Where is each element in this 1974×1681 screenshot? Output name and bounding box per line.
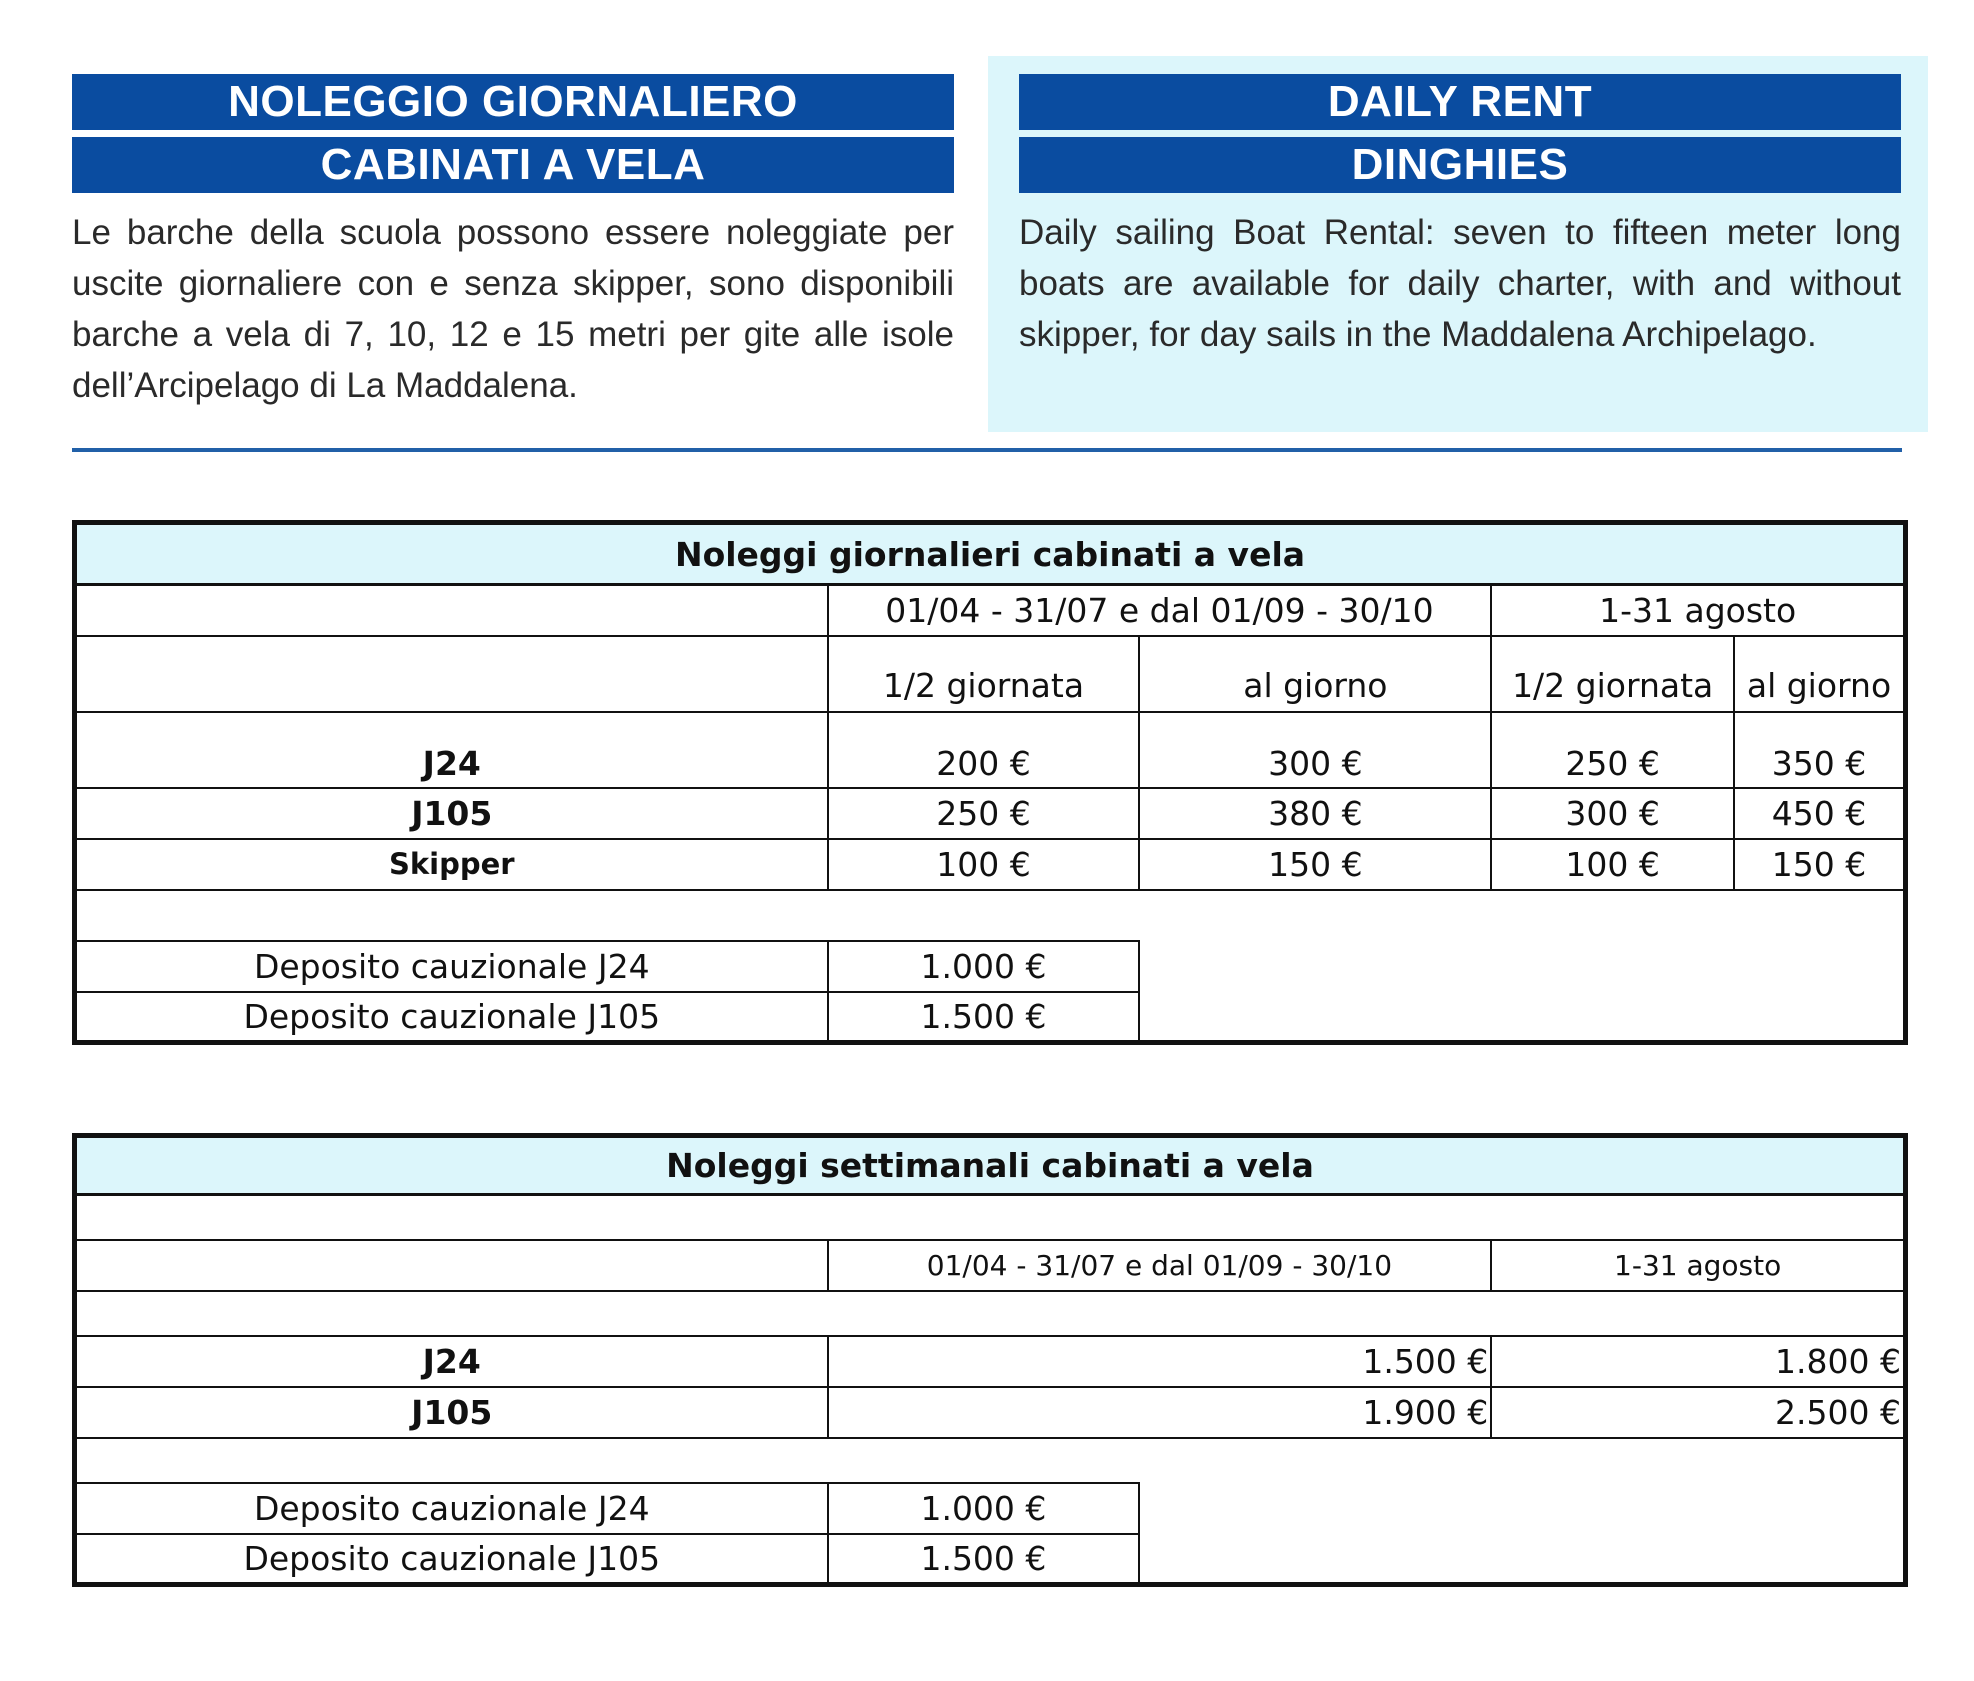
price-cell: 100 € [828,839,1140,890]
spacer-row [75,1291,1906,1336]
price-cell: 250 € [828,788,1140,839]
price-cell: 2.500 € [1491,1387,1905,1438]
weekly-season1-header: 01/04 - 31/07 e dal 01/09 - 30/10 [828,1240,1492,1291]
weekly-season2-header: 1-31 agosto [1491,1240,1905,1291]
spacer-row [75,890,1906,941]
deposit-value: 1.000 € [828,941,1140,992]
deposit-value: 1.500 € [828,992,1140,1043]
price-cell: 200 € [828,712,1140,788]
table-row [75,712,1906,788]
deposit-label: Deposito cauzionale J24 [75,941,828,992]
empty-cell [1139,992,1905,1043]
price-cell: 1.900 € [828,1387,1492,1438]
boat-name: Skipper [75,839,828,890]
table-row [75,1387,1906,1438]
deposit-row [75,1534,1906,1585]
season2-full-day-header: al giorno [1734,636,1906,712]
boat-name: J24 [75,712,828,788]
deposit-label: Deposito cauzionale J105 [75,992,828,1043]
empty-cell [75,1240,828,1291]
daily-rental-table [72,520,1908,1045]
weekly-table-title: Noleggi settimanali cabinati a vela [75,1136,1906,1195]
table-row [75,788,1906,839]
deposit-value: 1.500 € [828,1534,1140,1585]
empty-cell [75,636,828,712]
weekly-rental-table [72,1133,1908,1587]
table-row [75,1336,1906,1387]
section-divider [72,448,1902,452]
price-cell: 1.800 € [1491,1336,1905,1387]
english-title-line1: DAILY RENT [1019,74,1901,130]
price-cell: 350 € [1734,712,1906,788]
italian-description: Le barche della scuola possono essere noleggiate per uscite giornaliere con e senza skipper, sono disponibili barche a vela di 7, 10, 12 e 15 metri per gite alle isole dell’Arcipelago di La Maddalena. [72,213,954,405]
season1-half-day-header: 1/2 giornata [828,636,1140,712]
price-cell: 100 € [1491,839,1734,890]
daily-season2-header: 1-31 agosto [1491,585,1905,636]
italian-title-line2: CABINATI A VELA [72,137,954,193]
empty-cell [75,585,828,636]
price-cell: 150 € [1139,839,1491,890]
empty-cell [1139,1483,1905,1534]
price-cell: 1.500 € [828,1336,1492,1387]
deposit-label: Deposito cauzionale J105 [75,1534,828,1585]
price-cell: 300 € [1139,712,1491,788]
deposit-row [75,1483,1906,1534]
boat-name: J24 [75,1336,828,1387]
deposit-row [75,992,1906,1043]
price-cell: 250 € [1491,712,1734,788]
empty-cell [1139,941,1905,992]
italian-title-line1: NOLEGGIO GIORNALIERO [72,74,954,130]
boat-name: J105 [75,1387,828,1438]
table-row [75,839,1906,890]
deposit-value: 1.000 € [828,1483,1140,1534]
english-title-line2: DINGHIES [1019,137,1901,193]
price-cell: 450 € [1734,788,1906,839]
english-description: Daily sailing Boat Rental: seven to fifteen meter long boats are available for daily charter, with and without skipper, for day sails in the Maddalena Archipelago. [1019,213,1901,354]
spacer-row [75,1438,1906,1483]
italian-section [72,74,954,411]
price-cell: 300 € [1491,788,1734,839]
season1-full-day-header: al giorno [1139,636,1491,712]
spacer-row [75,1195,1906,1240]
daily-season1-header: 01/04 - 31/07 e dal 01/09 - 30/10 [828,585,1492,636]
deposit-row [75,941,1906,992]
boat-name: J105 [75,788,828,839]
price-cell: 150 € [1734,839,1906,890]
deposit-label: Deposito cauzionale J24 [75,1483,828,1534]
english-section [1019,74,1901,360]
daily-table-title: Noleggi giornalieri cabinati a vela [75,523,1906,585]
empty-cell [1139,1534,1905,1585]
price-cell: 380 € [1139,788,1491,839]
season2-half-day-header: 1/2 giornata [1491,636,1734,712]
